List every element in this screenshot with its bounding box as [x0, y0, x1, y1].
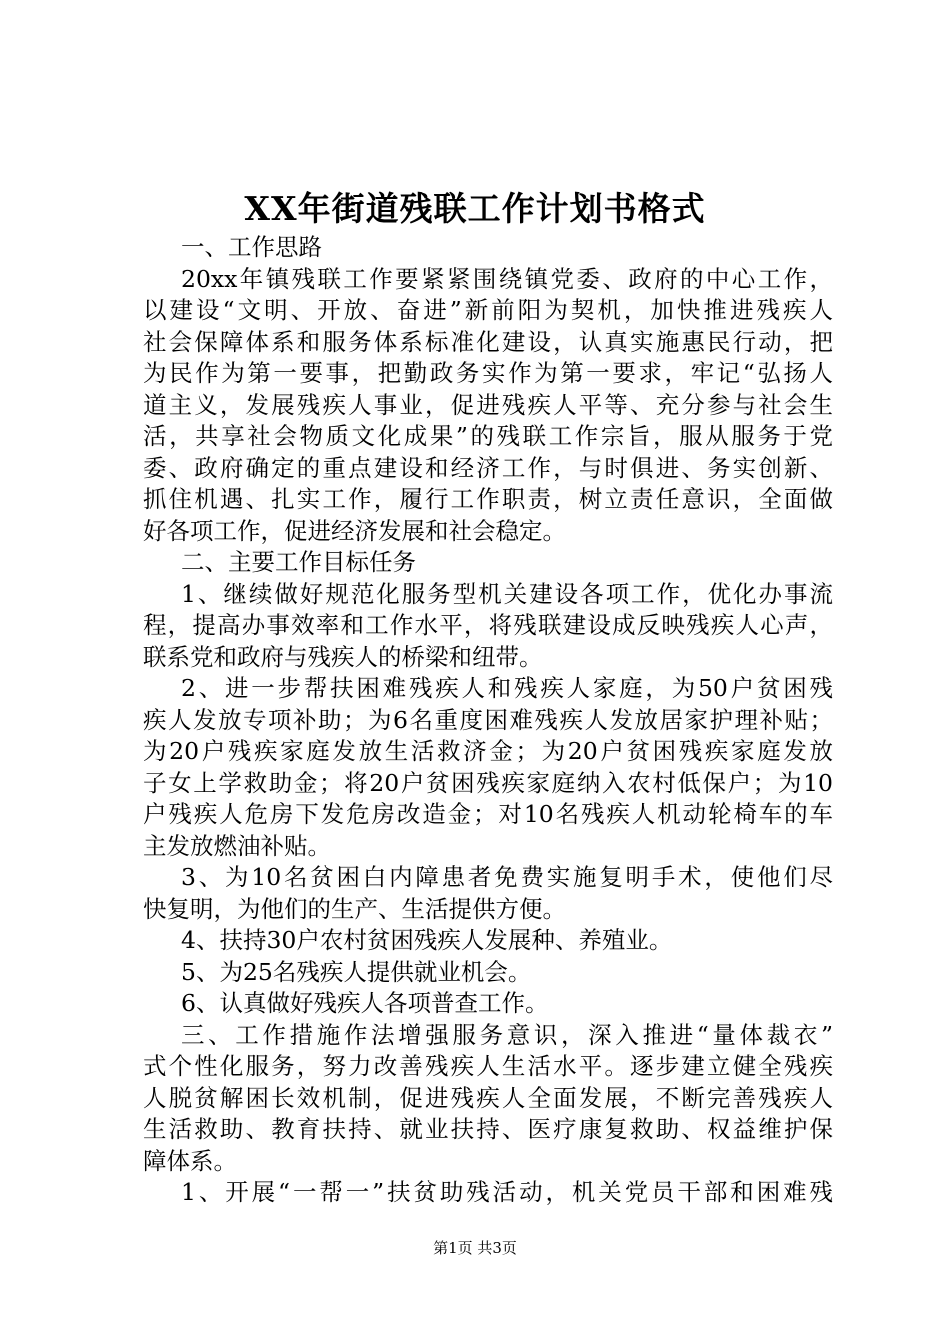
paragraph-line: 20xx年镇残联工作要紧紧围绕镇党委、政府的中心工作， — [181, 264, 833, 293]
paragraph-line: 好各项工作，促进经济发展和社会稳定。 — [143, 516, 566, 545]
paragraph-line: 4、扶持30户农村贫困残疾人发展种、养殖业。 — [181, 926, 673, 954]
paragraph-line: 快复明，为他们的生产、生活提供方便。 — [143, 894, 566, 923]
paragraph-line: 程，提高办事效率和工作水平，将残联建设成反映残疾人心声， — [143, 611, 833, 639]
paragraph-line: 人脱贫解困长效机制，促进残疾人全面发展，不断完善残疾人 — [143, 1083, 833, 1112]
paragraph-line: 子女上学救助金；将20户贫困残疾家庭纳入农村低保户；为10 — [143, 768, 833, 797]
paragraph-line: 1、开展“一帮一”扶贫助残活动，机关党员干部和困难残 — [181, 1178, 833, 1206]
paragraph-line: 为民作为第一要事，把勤政务实作为第一要求，牢记“弘扬人 — [143, 359, 833, 387]
paragraph-line: 主发放燃油补贴。 — [143, 831, 331, 860]
section-heading: 三、工作措施作法增强服务意识，深入推进“量体裁衣” — [181, 1020, 833, 1049]
paragraph-line: 抓住机遇、扎实工作，履行工作职责，树立责任意识，全面做 — [143, 485, 833, 513]
paragraph-line: 联系党和政府与残疾人的桥梁和纽带。 — [143, 642, 543, 671]
paragraph-line: 活，共享社会物质文化成果”的残联工作宗旨，服从服务于党 — [143, 422, 833, 450]
paragraph-line: 以建设“文明、开放、奋进”新前阳为契机，加快推进残疾人 — [143, 296, 833, 324]
page-footer: 第1页 共3页 — [433, 1239, 517, 1257]
paragraph-line: 为20户残疾家庭发放生活救济金；为20户贫困残疾家庭发放 — [143, 737, 833, 765]
paragraph-line: 2、进一步帮扶困难残疾人和残疾人家庭，为50户贫困残 — [181, 674, 833, 702]
paragraph-line: 疾人发放专项补助；为6名重度困难残疾人发放居家护理补贴； — [143, 705, 833, 734]
document-body — [143, 232, 833, 1209]
section-heading: 一、工作思路 — [181, 233, 322, 261]
paragraph-line: 障体系。 — [143, 1146, 237, 1175]
paragraph-line: 道主义，发展残疾人事业，促进残疾人平等、充分参与社会生 — [143, 390, 833, 419]
paragraph-line: 6、认真做好残疾人各项普查工作。 — [181, 989, 549, 1017]
paragraph-line: 3、为10名贫困白内障患者免费实施复明手术，使他们尽 — [181, 863, 833, 891]
paragraph-line: 生活救助、教育扶持、就业扶持、医疗康复救助、权益维护保 — [143, 1115, 833, 1143]
paragraph-line: 社会保障体系和服务体系标准化建设，认真实施惠民行动，把 — [143, 327, 833, 356]
paragraph-line: 委、政府确定的重点建设和经济工作，与时俱进、务实创新、 — [143, 453, 833, 482]
section-heading: 二、主要工作目标任务 — [181, 548, 416, 576]
document-title: XX年街道残联工作计划书格式 — [244, 189, 706, 228]
paragraph-line: 1、继续做好规范化服务型机关建设各项工作，优化办事流 — [181, 579, 833, 608]
paragraph-line: 式个性化服务，努力改善残疾人生活水平。逐步建立健全残疾 — [143, 1052, 833, 1080]
paragraph-line: 5、为25名残疾人提供就业机会。 — [181, 957, 532, 986]
paragraph-line: 户残疾人危房下发危房改造金；对10名残疾人机动轮椅车的车 — [143, 800, 833, 828]
